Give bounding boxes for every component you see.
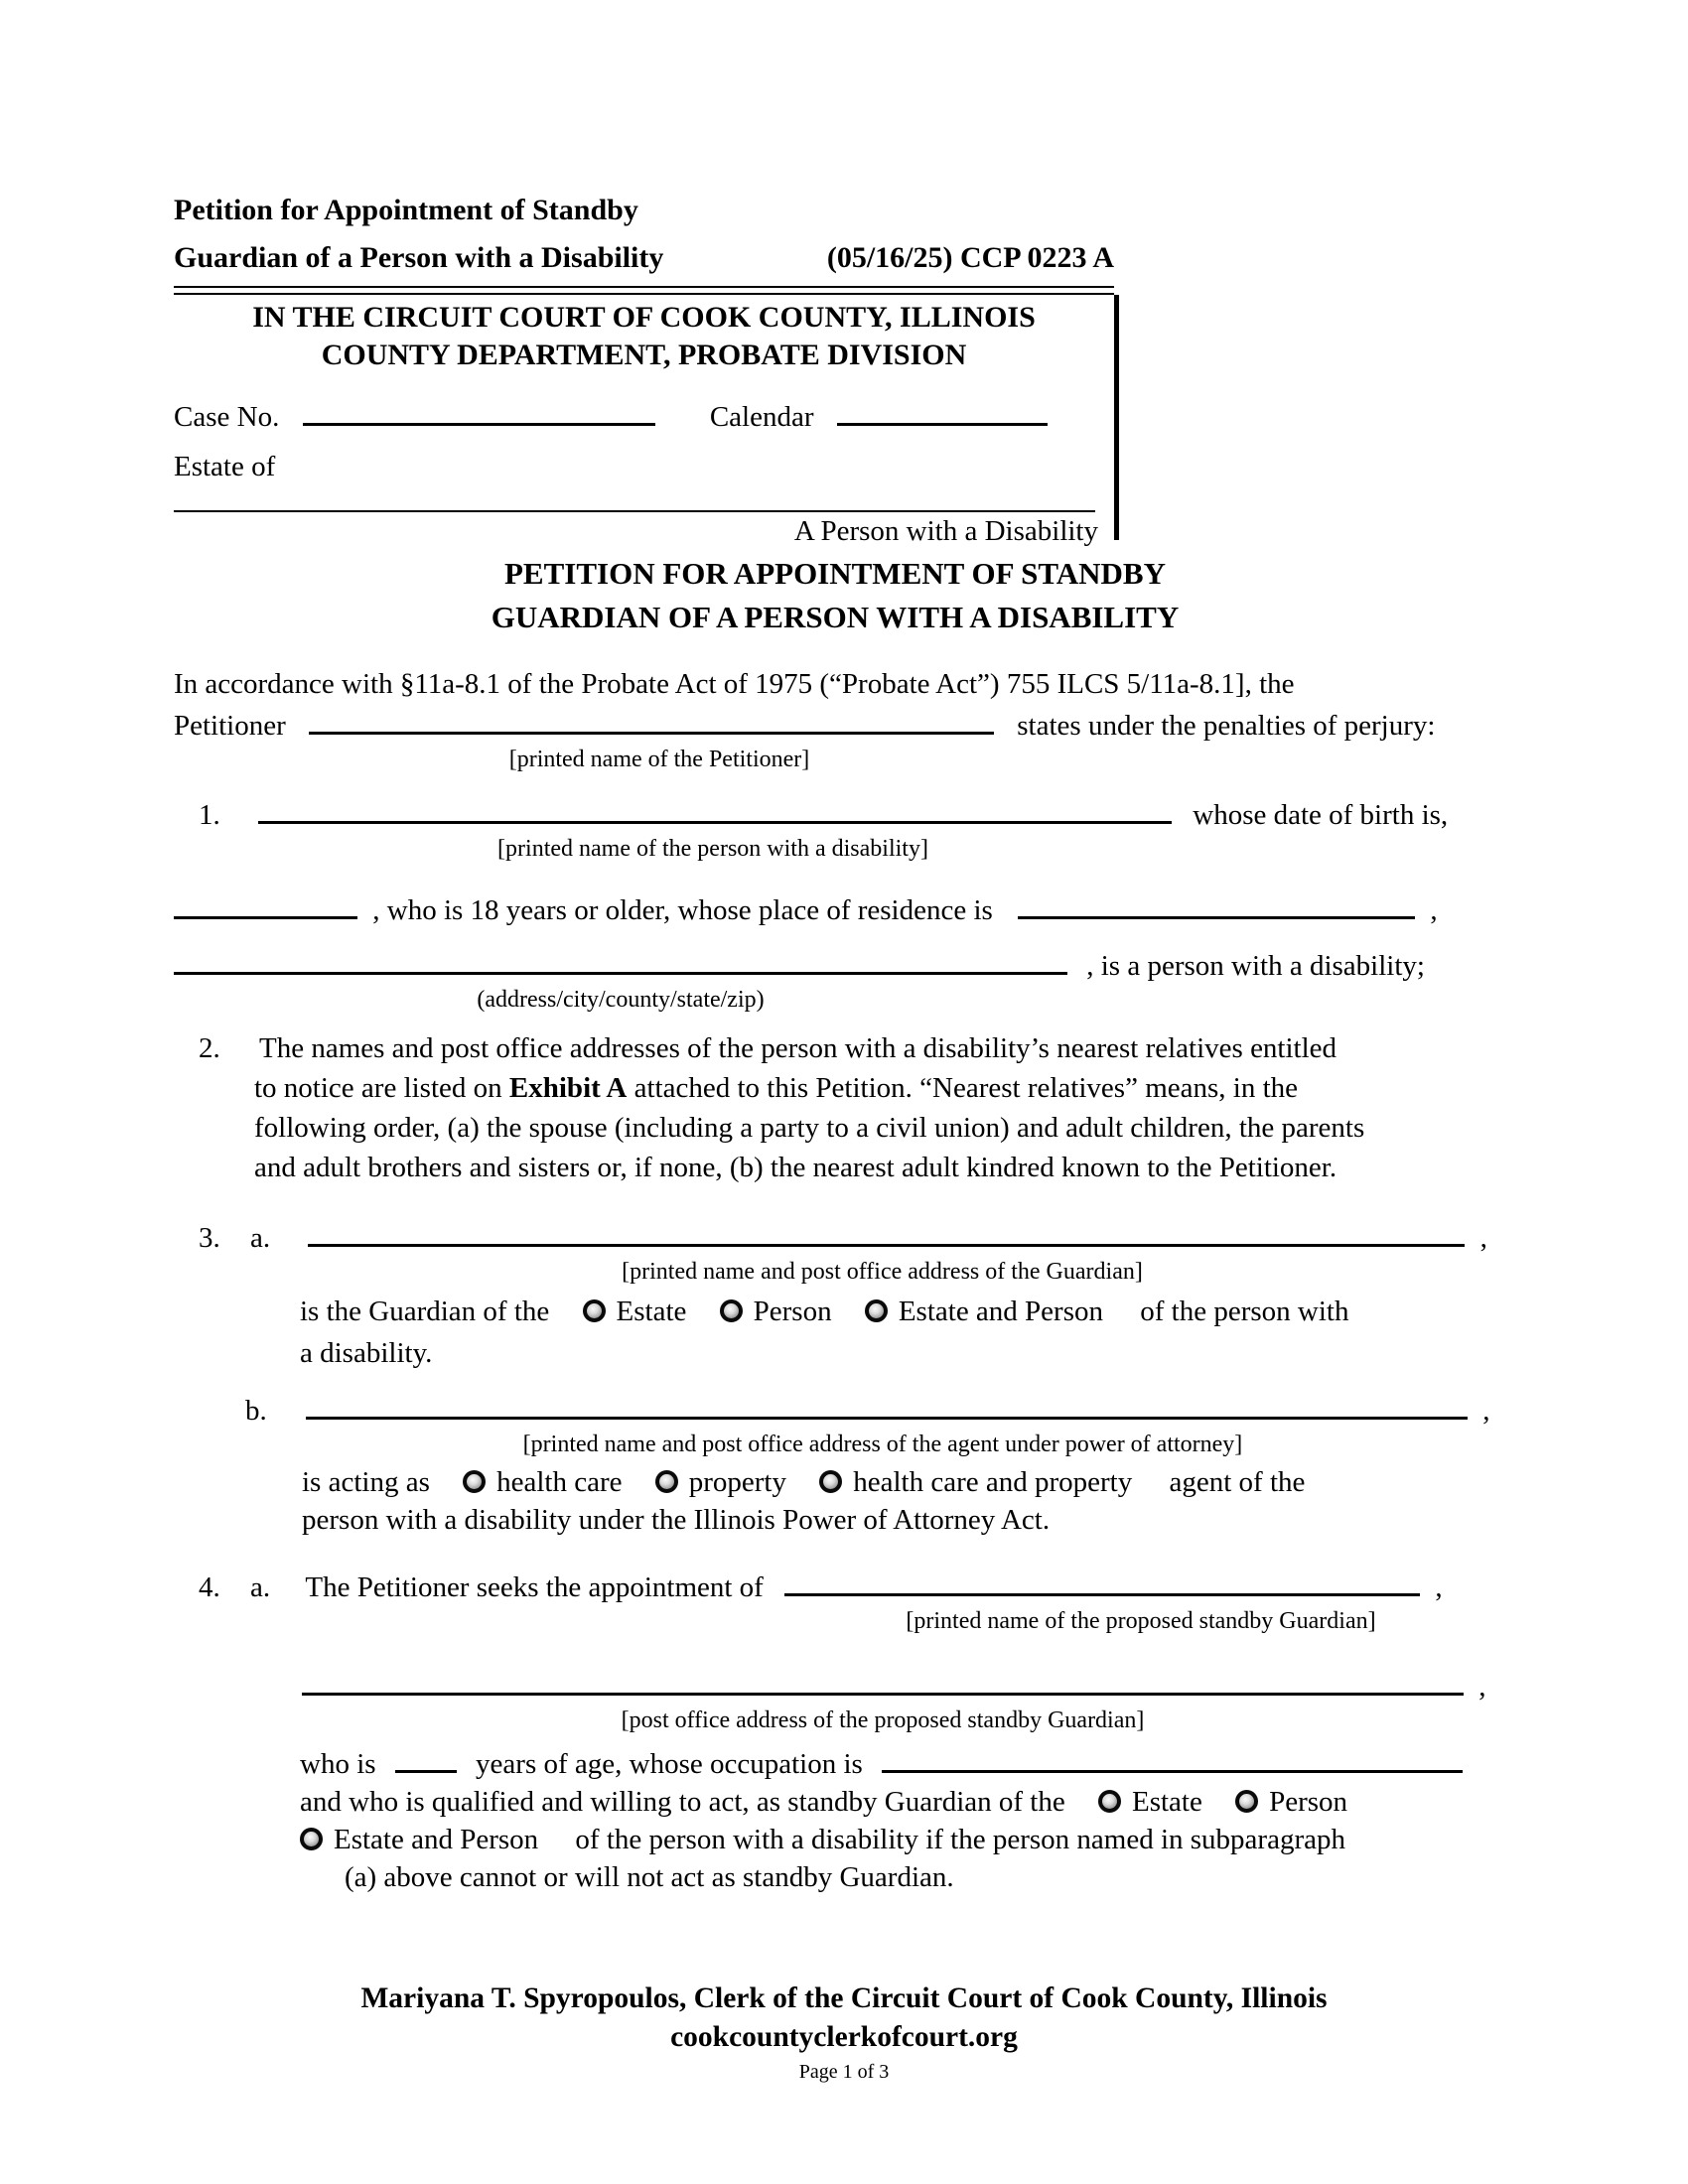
- radio-agent-health-care-and-property[interactable]: [819, 1470, 842, 1493]
- form-revision-code: (05/16/25) CCP 0223 A: [826, 241, 1114, 274]
- item3b-comma: ,: [1482, 1395, 1490, 1427]
- item1-line3-text: , is a person with a disability;: [1086, 950, 1425, 982]
- item2-line2: [174, 1068, 1524, 1108]
- standby-guardian-name-hint: [printed name of the proposed standby Guardian]: [906, 1608, 1376, 1634]
- item4-tail1: of the person with a disability if the person named in subparagraph: [575, 1824, 1345, 1855]
- item2-line2-post: attached to this Petition. “Nearest relatives” means, in the: [627, 1072, 1299, 1104]
- item3a-comma: ,: [1479, 1222, 1487, 1254]
- intro-paragraph: [174, 665, 1524, 774]
- item4-tail2: (a) above cannot or will not act as standby Guardian.: [345, 1861, 954, 1893]
- item4-line2: [174, 1664, 1524, 1706]
- address-input[interactable]: [174, 943, 1067, 975]
- item2-line2-pre: to notice are listed on: [254, 1072, 509, 1104]
- form-id-line1: Petition for Appointment of Standby: [174, 194, 638, 226]
- radio-standby-estate[interactable]: [1098, 1790, 1121, 1813]
- petition-title-line1: PETITION FOR APPOINTMENT OF STANDBY: [503, 556, 1166, 591]
- item4-line2-comma: ,: [1478, 1671, 1486, 1703]
- item2-line4: and adult brothers and sisters or, if none, (b) the nearest adult kindred known to the Petitioner.: [254, 1152, 1337, 1183]
- residence-input[interactable]: [1018, 887, 1415, 919]
- radio-guardian-estate[interactable]: [583, 1299, 606, 1322]
- clerk-name: Mariyana T. Spyropoulos, Clerk of the Circuit Court of Cook County, Illinois: [360, 1982, 1328, 2014]
- radio-agent-health-care-label: health care: [496, 1466, 623, 1498]
- radio-standby-person-label: Person: [1269, 1786, 1348, 1818]
- item3a-letter: a.: [250, 1222, 271, 1254]
- item2-line3: following order, (a) the spouse (including a party to a civil union) and adult children, the parents: [254, 1112, 1365, 1144]
- court-division: COUNTY DEPARTMENT, PROBATE DIVISION: [321, 339, 967, 371]
- item4a-letter: a.: [250, 1571, 271, 1603]
- form-id-title: Guardian of a Person with a Disability: [174, 241, 664, 274]
- intro-line2: [174, 703, 1524, 745]
- item4-age-line: [174, 1741, 1524, 1783]
- radio-agent-health-care-and-property-label: health care and property: [853, 1466, 1133, 1498]
- radio-agent-property-label: property: [688, 1466, 786, 1498]
- radio-guardian-estate-and-person-label: Estate and Person: [898, 1296, 1103, 1327]
- item-1: [174, 792, 1524, 1015]
- case-calendar-row: [174, 394, 1114, 435]
- radio-guardian-estate-and-person[interactable]: [865, 1299, 888, 1322]
- item3b-line1: [174, 1388, 1524, 1430]
- item-2: [174, 1028, 1524, 1187]
- radio-standby-estate-and-person-label: Estate and Person: [334, 1824, 539, 1855]
- item3a-lead: is the Guardian of the: [300, 1296, 550, 1327]
- standby-guardian-address-hint: [post office address of the proposed standby Guardian]: [621, 1707, 1145, 1733]
- petitioner-name-input[interactable]: [309, 703, 994, 735]
- item1-after-blank1: whose date of birth is,: [1193, 799, 1449, 831]
- item3b-tail2: person with a disability under the Illinois Power of Attorney Act.: [302, 1504, 1051, 1536]
- intro-after-blank: states under the penalties of perjury:: [1017, 710, 1436, 742]
- item3a-radio-line: [174, 1293, 1524, 1330]
- person-with-disability-label: A Person with a Disability: [793, 515, 1098, 547]
- occupation-input[interactable]: [882, 1741, 1463, 1773]
- item2-number: 2.: [199, 1032, 220, 1064]
- item4-after-age: years of age, whose occupation is: [476, 1748, 863, 1780]
- court-caption: [174, 295, 1119, 547]
- guardian-name-address-hint: [printed name and post office address of the Guardian]: [622, 1259, 1143, 1285]
- item2-line1-text: The names and post office addresses of the person with a disability’s nearest relatives entitled: [259, 1032, 1337, 1064]
- item1-line3: [174, 943, 1524, 985]
- item4-qualified-text: and who is qualified and willing to act, as standby Guardian of the: [300, 1786, 1065, 1818]
- page-footer: [0, 1979, 1688, 2085]
- item3a-tail1: of the person with: [1140, 1296, 1349, 1327]
- agent-name-address-hint: [printed name and post office address of the agent under power of attorney]: [522, 1432, 1243, 1457]
- petitioner-name-hint: [printed name of the Petitioner]: [508, 747, 810, 772]
- standby-guardian-address-input[interactable]: [302, 1664, 1464, 1696]
- item4-lead: The Petitioner seeks the appointment of: [305, 1571, 764, 1603]
- clerk-website: cookcountyclerkofcourt.org: [670, 2021, 1018, 2053]
- radio-standby-person[interactable]: [1235, 1790, 1258, 1813]
- item3b-lead: is acting as: [302, 1466, 430, 1498]
- item4-number: 4.: [199, 1571, 220, 1603]
- disabled-person-name-hint: [printed name of the person with a disability]: [497, 836, 928, 862]
- item3-number: 3.: [199, 1222, 220, 1254]
- intro-line1: In accordance with §11a-8.1 of the Probate Act of 1975 (“Probate Act”) 755 ILCS 5/11a-8.1], the: [174, 668, 1295, 700]
- petition-title: [174, 552, 1496, 639]
- item1-line2-text: , who is 18 years or older, whose place of residence is: [372, 894, 993, 926]
- header-double-rule: [174, 286, 1114, 295]
- date-of-birth-input[interactable]: [174, 887, 357, 919]
- item4-radio-line1: [174, 1783, 1524, 1821]
- item4-line1-comma: ,: [1435, 1571, 1443, 1603]
- case-no-label: Case No.: [174, 401, 280, 433]
- case-no-input[interactable]: [303, 394, 655, 426]
- calendar-input[interactable]: [837, 394, 1048, 426]
- estate-name-input[interactable]: [174, 510, 1095, 512]
- estate-of-label: Estate of: [174, 451, 276, 482]
- item1-line2: [174, 887, 1524, 929]
- item1-number: 1.: [199, 799, 220, 831]
- item4-who-is: who is: [300, 1748, 376, 1780]
- item3b-radio-line: [174, 1463, 1524, 1501]
- item3a-line1: [174, 1215, 1524, 1257]
- item3a-tail2: a disability.: [300, 1337, 433, 1369]
- radio-guardian-person-label: Person: [753, 1296, 832, 1327]
- petitioner-label: Petitioner: [174, 710, 286, 742]
- radio-guardian-estate-label: Estate: [616, 1296, 687, 1327]
- item1-line1: [174, 792, 1524, 834]
- item4-line1: [174, 1565, 1524, 1606]
- age-input[interactable]: [395, 1741, 457, 1773]
- item-3a: [174, 1215, 1524, 1372]
- radio-standby-estate-and-person[interactable]: [300, 1828, 323, 1850]
- calendar-label: Calendar: [709, 401, 814, 433]
- radio-agent-health-care[interactable]: [463, 1470, 486, 1493]
- disabled-person-name-input[interactable]: [258, 792, 1172, 824]
- standby-guardian-name-input[interactable]: [784, 1565, 1420, 1596]
- address-hint: (address/city/county/state/zip): [477, 987, 765, 1013]
- form-id-line2: [174, 239, 1114, 277]
- radio-guardian-person[interactable]: [720, 1299, 743, 1322]
- item-3b: [174, 1388, 1524, 1539]
- radio-agent-property[interactable]: [655, 1470, 678, 1493]
- agent-name-address-input[interactable]: [306, 1388, 1468, 1420]
- radio-standby-estate-label: Estate: [1132, 1786, 1202, 1818]
- item3b-tail1: agent of the: [1169, 1466, 1306, 1498]
- petition-title-line2: GUARDIAN OF A PERSON WITH A DISABILITY: [491, 600, 1180, 634]
- court-name: IN THE CIRCUIT COURT OF COOK COUNTY, ILLINOIS: [252, 301, 1036, 334]
- item-4: [174, 1565, 1524, 1896]
- exhibit-a-label: Exhibit A: [508, 1072, 628, 1104]
- item1-line2-comma: ,: [1430, 894, 1438, 926]
- guardian-name-address-input[interactable]: [308, 1215, 1465, 1247]
- page-number: Page 1 of 3: [798, 2061, 890, 2083]
- item4-radio-line2: [174, 1821, 1524, 1858]
- item3b-letter: b.: [245, 1395, 267, 1427]
- item2-line1: [174, 1028, 1524, 1068]
